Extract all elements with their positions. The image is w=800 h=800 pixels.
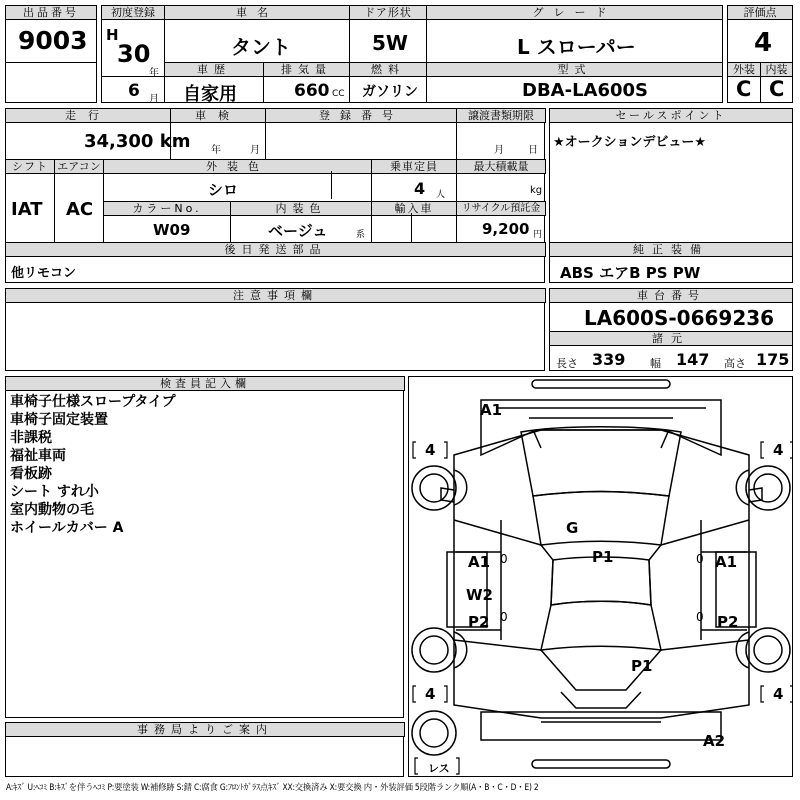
height: 175 [756, 350, 790, 369]
grade-label: グレード [426, 5, 723, 20]
recycle-label: リサイクル預託金 [456, 201, 546, 216]
chassis-box [549, 288, 793, 371]
tire-fr-value: 4 [773, 441, 784, 459]
mark-p1-rear: P1 [631, 657, 653, 675]
load-unit: kg [530, 185, 543, 196]
divider [230, 213, 231, 242]
mileage: 34,300 km [84, 131, 191, 152]
divider [102, 76, 164, 77]
length-label: 長さ [556, 357, 578, 370]
office-label: 事務局よりご案内 [5, 722, 405, 737]
lot-blank-box [5, 62, 97, 103]
interior-box [760, 62, 793, 103]
damage-diagram-box [408, 376, 793, 777]
shift-label: シフト [5, 159, 55, 174]
ac-label: エアコン [54, 159, 104, 174]
mark-a1-right-door: A1 [715, 553, 738, 571]
mark-p2-left: P2 [468, 613, 490, 631]
door-label: ドア形状 [349, 5, 427, 20]
tire-rl-value: 4 [425, 685, 436, 703]
color-no: W09 [153, 221, 191, 239]
divider [170, 121, 171, 159]
transfer-month-unit: 月 [494, 145, 504, 156]
year-unit: 年 [149, 68, 159, 79]
inspector-box [5, 376, 404, 718]
month-unit: 月 [149, 94, 159, 105]
inspector-label: 検査員記入欄 [5, 376, 405, 391]
mark-w2-left: W2 [466, 586, 493, 604]
divider [265, 121, 266, 159]
exterior-label: 外装 [727, 62, 761, 77]
door-type: 5W [372, 31, 408, 55]
inspection-label: 車検 [170, 108, 266, 123]
mark-a1-left-door: A1 [468, 553, 491, 571]
later-parts-label: 後日発送部品 [5, 242, 546, 257]
transfer-day-unit: 日 [528, 145, 538, 156]
reg-no-label: 登録番号 [265, 108, 457, 123]
int-color-label: 内装色 [230, 201, 372, 216]
era: H [106, 26, 119, 44]
divider [331, 171, 332, 199]
divider [456, 121, 457, 159]
mileage-label: 走行 [5, 108, 171, 123]
car-name: タント [231, 35, 291, 59]
later-parts: 他リモコン [11, 266, 77, 281]
shift: IAT [11, 199, 43, 220]
length: 339 [592, 350, 626, 369]
chassis-label: 車台番号 [549, 288, 793, 303]
mark-a2-rear: A2 [703, 732, 726, 750]
width-label: 幅 [650, 357, 661, 370]
first-reg-label: 初度登録 [101, 5, 165, 20]
displacement: 660 [294, 81, 330, 101]
inspector-line: 車椅子仕様スロープタイプ [10, 394, 176, 410]
legend: A:ｷｽﾞ U:ﾍｺﾐ B:ｷｽﾞを伴うﾍｺﾐ P:要塗装 W:補修跡 S:錆 C:腐食 G:ﾌﾛﾝﾄｶﾞﾗｽ点ｷｽﾞ XX:交換済み X:要交換 内・外装評価 5段階ランク順(A・B・C・D・E) 2 [6, 782, 539, 792]
interior-grade: C [769, 77, 785, 101]
lot-number-label: 出品番号 [5, 5, 97, 20]
model-box [426, 62, 723, 103]
mark-zero-right-rear: 0 [696, 610, 704, 624]
mark-zero-right: 0 [696, 552, 704, 566]
mark-p1-roof: P1 [592, 548, 614, 566]
sales-point-label: セールスポイント [549, 108, 793, 123]
inspector-line: ホイールカバー A [10, 520, 124, 536]
capacity-label: 乗車定員 [371, 159, 457, 174]
tire-fl-value: 4 [425, 441, 436, 459]
mark-g-windshield: G [566, 519, 579, 537]
fuel-box [349, 62, 427, 103]
model: DBA-LA600S [522, 80, 648, 101]
rating: 4 [754, 28, 773, 58]
color-no-label: カラーNo. [103, 201, 231, 216]
load-label: 最大積載量 [456, 159, 546, 174]
grade-box [426, 5, 723, 63]
width: 147 [676, 350, 710, 369]
mark-zero-left: 0 [500, 552, 508, 566]
fuel: ガソリン [362, 84, 418, 100]
model-label: 型式 [426, 62, 723, 77]
equipment-label: 純正装備 [549, 242, 793, 257]
exterior-grade: C [736, 77, 752, 101]
recycle-unit: 円 [533, 230, 543, 240]
lot-number-box [5, 5, 97, 63]
int-color-unit: 系 [356, 230, 366, 240]
car-diagram [409, 377, 792, 776]
import-label: 輸入車 [371, 201, 457, 216]
inspection-year-unit: 年 [211, 145, 221, 156]
office-box [5, 722, 404, 777]
notes-box [5, 288, 545, 371]
rating-box [727, 5, 793, 63]
capacity-unit: 人 [436, 190, 446, 200]
mark-zero-left-rear: 0 [500, 610, 508, 624]
inspector-line: 室内動物の毛 [10, 502, 94, 518]
notes-label: 注意事項欄 [5, 288, 546, 303]
equipment-text: ABS エアB PS PW [560, 264, 701, 282]
divider [411, 213, 412, 242]
first-reg-box [101, 5, 165, 103]
divider [54, 171, 55, 242]
chassis-number: LA600S-0669236 [584, 306, 775, 330]
sales-point-box [549, 108, 793, 283]
transfer-label: 譲渡書類期限 [456, 108, 546, 123]
history-box [164, 62, 264, 103]
details-box [5, 108, 545, 283]
ext-color-label: 外装色 [103, 159, 372, 174]
displacement-box [263, 62, 350, 103]
grade: L スローパー [517, 35, 636, 59]
int-color: ベージュ [268, 222, 328, 240]
spare-tire-value: レス [428, 762, 450, 775]
inspector-line: 看板跡 [10, 466, 52, 482]
fuel-label: 燃料 [349, 62, 427, 77]
tire-rr-value: 4 [773, 685, 784, 703]
inspection-month-unit: 月 [250, 145, 260, 156]
inspector-line: 非課税 [10, 430, 52, 446]
rating-label: 評価点 [727, 5, 793, 20]
capacity: 4 [414, 179, 426, 198]
inspector-line: シート すれ小 [10, 484, 99, 500]
door-box [349, 5, 427, 63]
displacement-label: 排気量 [263, 62, 350, 77]
reg-year: 30 [117, 40, 151, 68]
spec-label: 諸元 [549, 331, 793, 346]
lot-number: 9003 [18, 26, 88, 55]
ext-color: シロ [208, 181, 239, 199]
inspector-line: 福祉車両 [10, 448, 66, 464]
inspector-notes [10, 393, 176, 537]
exterior-box [727, 62, 761, 103]
history: 自家用 [183, 84, 237, 105]
displacement-unit: CC [332, 89, 345, 99]
car-name-box [164, 5, 350, 63]
car-name-label: 車名 [164, 5, 350, 20]
inspector-line: 車椅子固定装置 [10, 412, 108, 428]
height-label: 高さ [724, 357, 746, 370]
reg-month: 6 [128, 81, 140, 101]
mark-a1-front: A1 [480, 401, 503, 419]
history-label: 車歴 [164, 62, 264, 77]
mark-p2-right: P2 [717, 613, 739, 631]
sales-point-text: ★オークションデビュー★ [553, 135, 707, 150]
ac: AC [66, 199, 94, 220]
interior-label: 内装 [760, 62, 793, 77]
recycle: 9,200 [482, 220, 530, 238]
